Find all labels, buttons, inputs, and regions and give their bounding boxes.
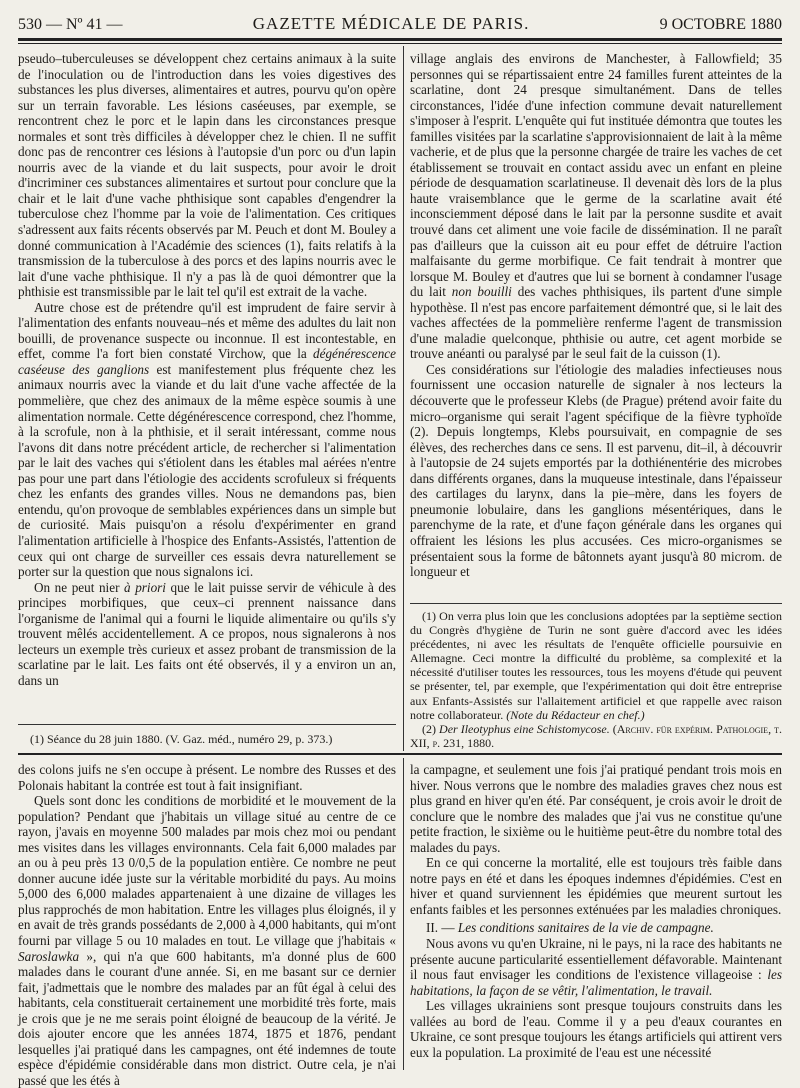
- column-divider-lower: [403, 758, 404, 1070]
- paragraph: pseudo–tuberculeuses se développent chez certains animaux à la suite de l'inoculation ou de l'introduction dans les voies digestives des substances les plus diverses, alimentaires et autres, pourvu qu'on opère sur un terrain favorable. Les lésions caséeuses, par exemple, se rencontrent chez le porc et le lapin dans les circonstances presque normales et sont très difficiles à développer chez le chien. Il ne suffit donc pas de rencontrer ces lésions à l'autopsie d'un porc ou d'un lapin nourris avec de la viande et du lait suspects, pour avoir le droit d'incriminer ces substances alimentaires et surtout pour conclure que la chair et le lait d'une vache phthisique sont capables d'engendrer la tuberculose chez l'homme par la voie de l'alimentation. Ces critiques s'adressent aux faits récents observés par M. Peuch et dont M. Bouley a donné communication à l'Académie des sciences (1), faits relatifs à la transmission de la tuberculose à des porcs et des lapins nourris avec le lait d'une vache phthisique. Il n'y a pas là de quoi démontrer que la phthisie est transmissible par le lait tel qu'il est extrait de la vache.: [18, 51, 396, 300]
- left-column-upper: [18, 51, 396, 716]
- paragraph: Ces considérations sur l'étiologie des maladies infectieuses nous fournissent une occasion naturelle de signaler à nos lecteurs la découverte que le professeur Klebs (de Prague) prétend avoir faite du micro–organisme qui serait l'agent spécifique de la fièvre typhoïde (2). Depuis longtemps, Klebs poursuivait, en compagnie de ses élèves, des recherches dans ce sens. Il est parvenu, dit–il, à découvrir à l'autopsie de 24 sujets emportés par la dothiénentérie des microbes dans différents organes, dans la muqueuse intestinale, dans l'épaisseur des cartilages du larynx, dans la pie–mère, dans les foyers de pneumonie lobulaire, dans les ganglions mésentériques, dans le parenchyme de la rate, et d'une façon générale dans les organes qui offraient les lésions les plus accusées. Ces micro-organismes se présentaient sous la forme de bâtonnets ayant jusqu'à 80 microm. de longueur et: [410, 361, 782, 580]
- page-number: 530 — Nº 41 —: [18, 16, 123, 33]
- left-footnote: (1) Séance du 28 juin 1880. (V. Gaz. méd., numéro 29, p. 373.): [30, 732, 333, 746]
- paragraph: Les villages ukrainiens sont presque toujours construits dans les vallées au bord de l'eau. Comme il y a peu d'eaux courantes en Ukraine, ce sont presque toujours les étangs artificiels qui attirent vers eux la population. La proximité de l'eau est une nécessité: [410, 998, 782, 1060]
- paragraph: Nous avons vu qu'en Ukraine, ni le pays, ni la race des habitants ne présente aucune particularité essentiellement défavorable. Maintenant il nous faut envisager les conditions de l'existence villageoise : les habitations, la façon de se vêtir, l'alimentation, le travail.: [410, 936, 782, 998]
- issue-date: 9 OCTOBRE 1880: [659, 16, 782, 33]
- paragraph: la campagne, et seulement une fois j'ai pratiqué pendant trois mois en hiver. Nous verrons que le nombre des maladies graves chez nous est plus grand en hiver qu'en été. Par conséquent, je crois avoir le droit de conclure que le nombre des malades que j'ai vus ne constitue qu'une petite fraction, le sixième ou le huitième peut-être du nombre total des malades du pays.: [410, 762, 782, 855]
- paragraph: En ce qui concerne la mortalité, elle est toujours très faible dans notre pays en été et dans les époques indemnes d'épidémies. C'est en hiver et quand surviennent les épidémies que meurent surtout les enfants faibles et les personnes exténuées par les maladies chroniques.: [410, 855, 782, 917]
- footnote: (1) On verra plus loin que les conclusions adoptées par la septième section du Congrès d'hygiène de Turin ne sont guère d'accord avec les idées précédentes, ni avec les résultats de l'enquête officielle poursuivie en Allemagne. Ceci montre la difficulté du problème, sa complexité et la nécessité d'utiliser toutes les ressources, tous les moyens d'étude qui peuvent se présenter, tel, par exemple, que l'expérimentation qui doit être entreprise aux Enfants-Assistés sur l'allaitement artificiel et que rappelle avec raison notre collaborateur. (Note du Rédacteur en chef.): [410, 609, 782, 722]
- header-rule-thick: [18, 38, 782, 41]
- paragraph: On ne peut nier à priori que le lait puisse servir de véhicule à des principes morbifiques, que ceux–ci prennent naissance dans l'organisme de l'animal qui a fourni le liquide alimentaire ou qu'ils s'y trouvent mêlés accidentellement. A ce propos, nous signalerons à nos lecteurs un exemple très curieux et assez probant de transmission de la scarlatine par le lait. Les faits ont été observés, il y a environ un an, dans un: [18, 579, 396, 688]
- section-separator: [18, 753, 782, 755]
- right-column-upper: [410, 51, 782, 595]
- page-header: [18, 14, 782, 36]
- column-divider-upper: [403, 46, 404, 751]
- footnote-rule-right: [410, 603, 782, 604]
- journal-title: GAZETTE MÉDICALE DE PARIS.: [252, 14, 530, 33]
- paragraph: des colons juifs ne s'en occupe à présent. Le nombre des Russes et des Polonais habitant la contrée est tout à fait insignifiant.: [18, 762, 396, 793]
- paragraph: village anglais des environs de Manchester, à Fallowfield; 35 personnes qui se répartissaient entre 24 familles furent atteintes de la scarlatine, dont 24 presque simultanément. Dans de telles circonstances, l'idée d'une infection commune devait naturellement s'imposer à l'esprit. L'enquête qui fut instituée démontra que toutes les familles visitées par la scarlatine s'approvisionnaient de lait à la même vacherie, et de plus que la personne chargée de traire les vaches de cet établissement se trouvait en contact assidu avec un enfant en pleine période de desquamation scarlatineuse. Il devenait dès lors de la plus haute vraisemblance que le germe de la scarlatine avait été inconsciemment déposé dans le lait par la personne susdite et avait trouvé dans cet aliment une voie facile de dissémination. Il ne paraît pas d'ailleurs que la cuisson ait eu pour effet de détruire l'action malfaisante du germe morbifique. Ce fait tendrait à montrer que lorsque M. Bouley et d'autres que lui se bornent à condamner l'usage du lait non bouilli des vaches phthisiques, ils partent d'une simple hypothèse. Il n'est pas encore parfaitement démontré que, si le lait des vaches affectées de la pommelière renferme l'agent de transmission d'une maladie quelconque, phthisie ou autre, cet agent morbide se trouve anéanti ou paralysé par le seul fait de la cuisson (1).: [410, 51, 782, 362]
- right-column-lower: [410, 762, 782, 1068]
- left-column-lower: [18, 762, 396, 1088]
- footnote: (2) Der Ileotyphus eine Schistomycose. (Archiv. für expérim. Pathologie, t. XII, p. 231, 1880.: [410, 721, 782, 750]
- paragraph: Autre chose est de prétendre qu'il est imprudent de faire servir à l'alimentation des enfants nouveau–nés et même des adultes du lait non bouilli, de provenance suspecte ou inconnue. Il est incontestable, en effet, comme l'a fort bien constaté Virchow, que la dégénérescence caséeuse des ganglions est manifestement plus fréquente chez les animaux nourris avec la viande et du lait d'une vache affectée de la pommelière, que chez des animaux de la même espèce soumis à une alimentation normale. Cette dégénérescence correspond, chez l'homme, à la scrofule, non à la phthisie, et il serait intéressant, comme nous l'avons dit dans notre précédent article, de rechercher si l'alimentation par le lait des vaches qui s'étiolent dans les étables mal aérées n'entre pas pour une part dans l'étiologie des accidents scrofuleux si fréquents chez les enfants des grandes villes. Nous ne demandons pas, bien entendu, qu'on provoque de semblables expériences dans un simple but de curiosité. Mais puisqu'on a résolu d'expérimenter en grand l'alimentation artificielle à l'hospice des Enfants-Assistés, l'attention de ceux qui ont charge de surveiller ces essais devra naturellement se porter sur la question que nous signalons ici.: [18, 299, 396, 580]
- section-heading: II. — Les conditions sanitaires de la vie de campagne.: [426, 920, 714, 936]
- header-rule-thin: [18, 43, 782, 44]
- paragraph: Quels sont donc les conditions de morbidité et le mouvement de la population? Pendant que j'habitais un village situé au centre de ce rayon, j'avais en moyenne 500 malades par mois chez moi ou pendant mes visites dans les villages environnants. Cela fait 6,000 malades par an ou à peu près 13 0/0,5 de la population entière. Ce nombre ne peut donner aucune idée juste sur la véritable morbidité du pays. Au moins 5,000 des 6,000 malades appartenaient à une dizaine de villages les plus rapprochés de mon habitation. Entre les villages plus éloignés, il y en avait de très grands possédants de 2,000 à 4,000 habitants, qui m'ont fourni par village 5 ou 10 malades en tout. Le village que j'habitais « Saroslawka », qui n'a que 600 habitants, m'a donné plus de 600 malades dans le courant d'une année. Si, en me basant sur ce dernier fait, j'admettais que le nombre des malades par an fût égal à celui des habitants, cela constituerait certainement une morbidité très forte, mais je crois que je ne me serais point éloigné de beaucoup de la vérité. Je dois ajouter encore que les années 1874, 1875 et 1876, pendant lesquelles j'ai pratiqué dans les campagnes, ont été indemnes de toute espèce d'épidémie considérable dans mon district. Outre cela, je n'ai passé que les étés à: [18, 793, 396, 1088]
- right-footnotes: [410, 609, 782, 749]
- footnote-rule-left: [18, 724, 396, 725]
